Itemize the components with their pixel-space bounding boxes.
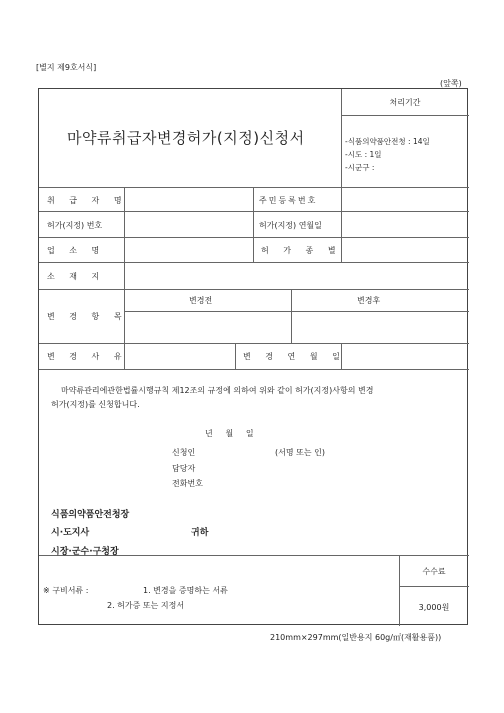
- resident-number-label: 주민등록번호: [259, 196, 318, 205]
- change-date-field[interactable]: [342, 344, 468, 368]
- phone-label: 전화번호: [172, 479, 203, 488]
- processing-period-city: -시군구 :: [345, 163, 375, 172]
- fee-amount: 3,000원: [418, 603, 450, 612]
- permit-number-field[interactable]: [125, 212, 252, 236]
- handler-name-label: 취 급 자 명: [47, 196, 128, 205]
- attachment-item-1: 1. 변경을 증명하는 서류: [143, 586, 228, 595]
- location-field[interactable]: [125, 263, 468, 288]
- business-name-field[interactable]: [125, 238, 252, 261]
- form-title: 마약류취급자변경허가(지정)신청서: [67, 129, 305, 147]
- processing-period-province: -시도 : 1일: [345, 150, 382, 159]
- attachment-item-2: 2. 허가증 또는 지정서: [107, 601, 185, 610]
- fee-label: 수수료: [422, 567, 446, 576]
- page-side-label: (앞쪽): [440, 79, 462, 88]
- change-reason-field[interactable]: [125, 344, 234, 368]
- applicant-label: 신청인: [172, 448, 196, 457]
- person-in-charge-label: 담당자: [172, 464, 196, 473]
- before-change-label: 변경전: [189, 296, 213, 305]
- recipient-kfda: 식품의약품안전청장: [51, 510, 130, 520]
- attachments-label: ※ 구비서류 :: [43, 586, 89, 595]
- business-name-label: 업 소 명: [47, 246, 106, 255]
- change-items-label: 변 경 항 목: [47, 312, 128, 321]
- paper-spec: 210mm×297mm(일반용지 60g/㎡(재활용품)): [270, 633, 442, 642]
- resident-number-field[interactable]: [342, 188, 468, 210]
- application-date: 년 월 일: [205, 429, 254, 438]
- permit-date-field[interactable]: [342, 212, 468, 236]
- after-change-field[interactable]: [292, 312, 468, 342]
- application-form: [38, 88, 468, 625]
- change-date-label: 변 경 연 월 일: [243, 352, 346, 361]
- handler-name-field[interactable]: [125, 188, 252, 210]
- statement-line-1: 마약류관리에관한법률시행규칙 제12조의 규정에 의하여 위와 같이 허가(지정)사항의 변경: [61, 386, 374, 395]
- change-reason-label: 변 경 사 유: [47, 352, 128, 361]
- permit-type-label: 허 가 종 별: [261, 246, 342, 255]
- recipient-honorific: 귀하: [191, 528, 209, 538]
- permit-date-label: 허가(지정) 연월일: [259, 221, 322, 230]
- recipient-governor: 시·도지사: [51, 528, 90, 538]
- recipient-mayor: 시장·군수·구청장: [51, 547, 119, 557]
- form-number: [별지 제9호서식]: [36, 63, 97, 72]
- processing-period-kfda: -식품의약품안전청 : 14일: [345, 137, 430, 146]
- location-label: 소 재 지: [47, 272, 106, 281]
- before-change-field[interactable]: [125, 312, 290, 342]
- permit-number-label: 허가(지정) 번호: [47, 221, 103, 230]
- statement-line-2: 허가(지정)를 신청합니다.: [51, 400, 140, 409]
- permit-type-field[interactable]: [342, 238, 468, 261]
- after-change-label: 변경후: [357, 296, 381, 305]
- processing-period-label: 처리기간: [389, 98, 421, 107]
- signature-label: (서명 또는 인): [275, 448, 325, 457]
